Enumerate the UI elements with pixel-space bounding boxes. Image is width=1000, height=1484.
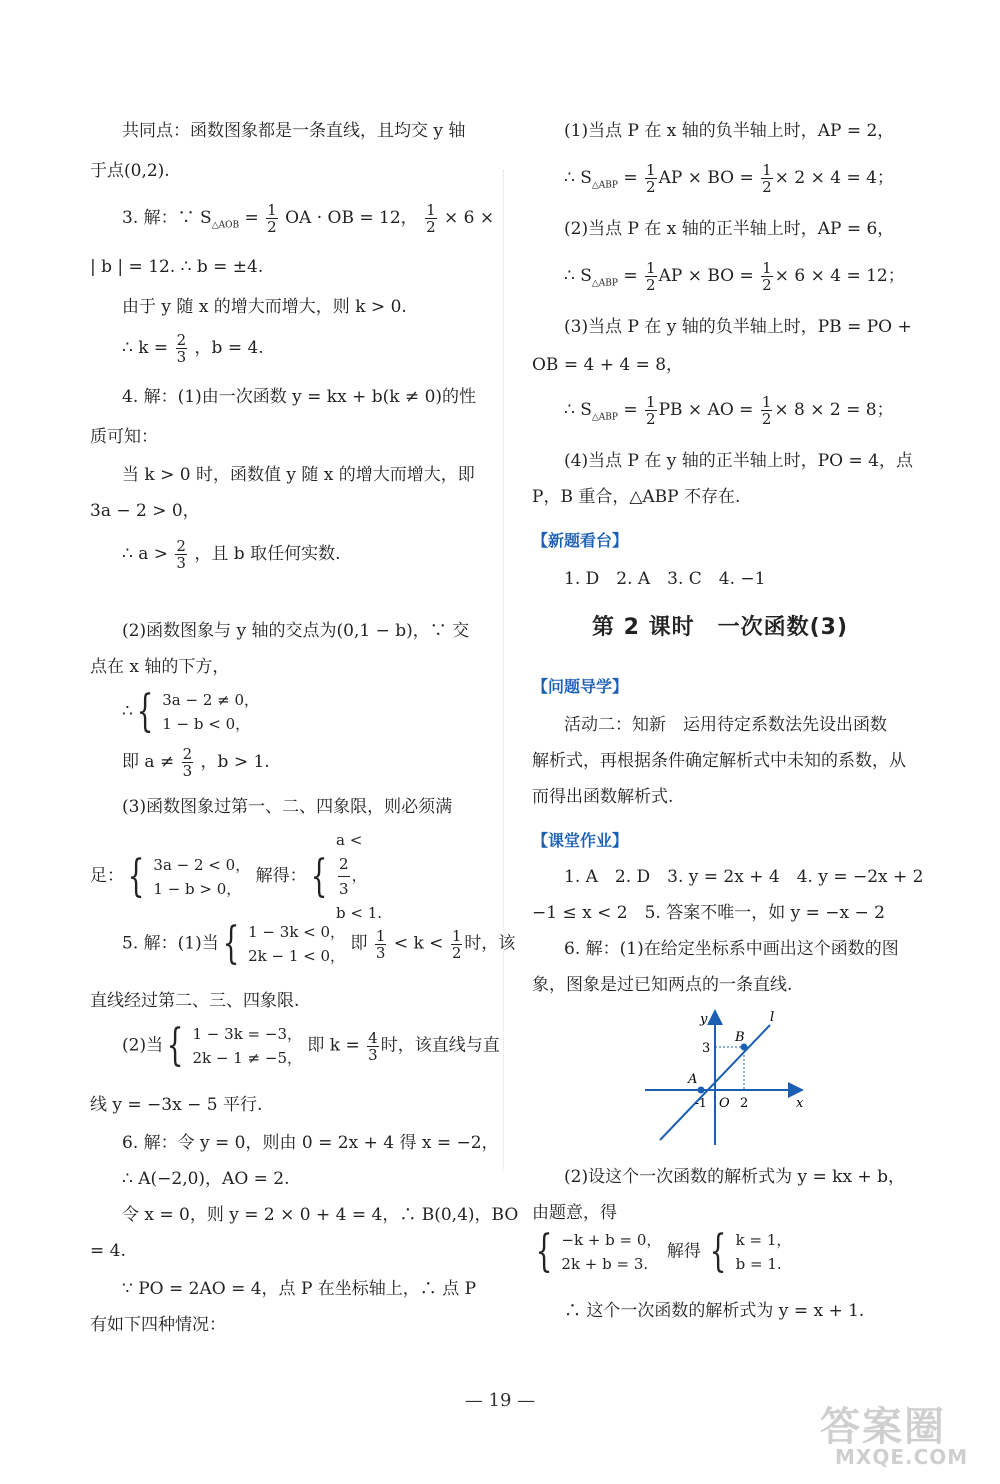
text: = — [617, 168, 644, 188]
fraction: $\frac{2}{3}$ — [176, 331, 187, 366]
text: 足： — [90, 866, 124, 886]
section-tag-new-questions: 【新题看台】 — [532, 531, 629, 550]
subscript: △ABP — [591, 180, 618, 191]
text: ，且 b 取任何实数. — [194, 544, 341, 564]
answer-line: −1 ≤ x < 2 5. 答案不唯一，如 y = −x − 2 — [532, 903, 885, 923]
text: 时，该 — [464, 933, 516, 954]
text: ，b = 4. — [194, 338, 264, 358]
subscript: △ABP — [591, 412, 618, 423]
brace: { — [709, 1226, 727, 1277]
text-line: 线 y = −3x − 5 平行. — [90, 1095, 263, 1115]
text-line: 于点(0,2). — [90, 161, 170, 181]
math-line — [564, 260, 905, 294]
text-line: 象，图象是过已知两点的一条直线. — [532, 975, 793, 995]
lesson-title: 第 2 课时 一次函数(3) — [592, 615, 849, 640]
text-line: 共同点：函数图象都是一条直线，且均交 y 轴 — [122, 121, 466, 141]
watermark-logo — [800, 1395, 980, 1470]
text-line: 活动二：知新 运用待定系数法先设出函数 — [564, 715, 887, 735]
tick-label-2: 2 — [740, 1096, 749, 1111]
text-line: 4. 解：(1)由一次函数 y = kx + b(k ≠ 0)的性 — [122, 387, 477, 407]
system-lines: 3a − 2 < 0， 1 − b > 0， — [153, 855, 251, 898]
equation-system — [122, 1022, 500, 1070]
brace: { — [127, 850, 145, 902]
text: = — [239, 208, 265, 228]
subscript: △ABP — [591, 278, 618, 289]
math-line — [122, 746, 270, 779]
coordinate-graph — [640, 1005, 815, 1150]
system-lines: 1 − 3k < 0， 2k − 1 < 0， — [248, 923, 346, 965]
y-axis-label: y — [700, 1012, 708, 1027]
text-line: 解析式，再根据条件确定解析式中未知的系数，从 — [532, 751, 906, 771]
text: PB × AO = — [658, 400, 759, 420]
text-line: (3)当点 P 在 y 轴的负半轴上时，PB = PO + — [564, 317, 912, 337]
answer-line: 1. A 2. D 3. y = 2x + 4 4. y = −2x + 2 — [564, 867, 924, 887]
brace: { — [535, 1226, 553, 1277]
text-line: = 4. — [90, 1241, 126, 1261]
text: 解得 — [666, 1241, 701, 1262]
watermark-url: MXQE.COM — [835, 1445, 969, 1469]
origin-label: O — [719, 1096, 730, 1111]
column-divider — [503, 170, 504, 1170]
text-line: 当 k > 0 时，函数值 y 随 x 的增大而增大，即 — [122, 465, 475, 485]
answer-line: 1. D 2. A 3. C 4. −1 — [564, 569, 766, 589]
section-tag-guided-questions: 【问题导学】 — [532, 677, 629, 696]
subscript: △AOB — [211, 220, 240, 231]
math-line — [564, 162, 894, 196]
text: × 8 × 2 = 8； — [774, 400, 894, 420]
text: 即 a ≠ — [122, 752, 180, 772]
math-line — [122, 538, 340, 571]
text: ∴ S — [564, 400, 592, 420]
text: OA · OB = 12， — [285, 208, 418, 228]
fraction: $\frac{1}{2}$ — [646, 393, 656, 428]
point-b-label: B — [735, 1030, 745, 1045]
text-line: (2)设这个一次函数的解析式为 y = kx + b， — [564, 1167, 905, 1187]
equation-system — [90, 828, 382, 925]
fraction: $\frac{1}{3}$ — [375, 926, 386, 962]
text-line: ∵ PO = 2AO = 4，点 P 在坐标轴上，∴ 点 P — [122, 1279, 477, 1299]
text-line: 有如下四种情况： — [90, 1315, 226, 1335]
text: = — [617, 266, 644, 286]
math-line — [122, 332, 264, 365]
fraction: $\frac{1}{2}$ — [267, 201, 277, 236]
text-line: 由题意，得 — [532, 1203, 617, 1223]
watermark-text: 答案圈 — [820, 1404, 946, 1450]
problem-3-line — [122, 202, 494, 236]
text-line: | b | = 12. ∴ b = ±4. — [90, 257, 264, 277]
text: 时，该直线与直 — [380, 1035, 500, 1056]
text: = — [617, 400, 644, 420]
fraction: $\frac{1}{2}$ — [646, 259, 656, 294]
equation-system — [122, 920, 515, 968]
point-a-label: A — [688, 1072, 698, 1087]
tick-label-3: 3 — [702, 1041, 711, 1056]
text-line: 而得出函数解析式. — [532, 787, 674, 807]
text: × 2 × 4 = 4； — [774, 168, 894, 188]
text: AP × BO = — [658, 168, 760, 188]
text: 5. 解：(1)当 — [122, 933, 219, 954]
text: ，b > 1. — [200, 752, 270, 772]
system-lines: 3a − 2 ≠ 0， 1 − b < 0， — [162, 691, 260, 733]
point-a-marker — [698, 1087, 705, 1094]
text: AP × BO = — [658, 266, 760, 286]
text: ∴ S — [564, 168, 592, 188]
text-line: 3a − 2 > 0， — [90, 501, 200, 521]
tick-label-neg1: -1 — [695, 1096, 707, 1110]
brace: { — [136, 686, 154, 737]
fraction: $\frac{1}{2}$ — [762, 259, 772, 294]
text: ∴ k = — [122, 338, 174, 358]
text: 3. 解：∵ S — [122, 208, 212, 228]
text-line: (3)函数图象过第一、二、四象限，则必须满 — [122, 797, 453, 817]
text-line: 直线经过第二、三、四象限. — [90, 991, 300, 1011]
text-line: ∴ 这个一次函数的解析式为 y = x + 1. — [564, 1301, 865, 1321]
text-line: 点在 x 轴的下方， — [90, 657, 230, 677]
text-line: (2)当点 P 在 x 轴的正半轴上时，AP = 6， — [564, 219, 895, 239]
fraction: $\frac{2}{3}$ — [182, 745, 193, 780]
text: × 6 × 4 = 12； — [774, 266, 905, 286]
math-line — [564, 394, 894, 428]
text-line: (1)当点 P 在 x 轴的负半轴上时，AP = 2， — [564, 121, 895, 141]
fraction: $\frac{2}{3}$ — [176, 537, 186, 572]
text: ∴ S — [564, 266, 592, 286]
text-line: ∴ A(−2,0)，AO = 2. — [122, 1169, 290, 1189]
text: ∴ a > — [122, 544, 174, 564]
x-axis-label: x — [796, 1096, 804, 1111]
fraction: $\frac{1}{2}$ — [646, 161, 656, 196]
text: 解得： — [255, 866, 307, 886]
fraction: $\frac{1}{2}$ — [761, 393, 772, 428]
equation-system — [532, 1228, 791, 1276]
fraction: $\frac{1}{2}$ — [762, 161, 772, 196]
fraction: $\frac{4}{3}$ — [368, 1028, 378, 1064]
section-tag-classwork: 【课堂作业】 — [532, 831, 629, 850]
text-line: 6. 解：令 y = 0，则由 0 = 2x + 4 得 x = −2， — [122, 1133, 499, 1153]
line-label: l — [770, 1010, 775, 1025]
system-lines: −k + b = 0， 2k + b = 3. — [561, 1231, 662, 1273]
text-line: (2)函数图象与 y 轴的交点为(0,1 − b)，∵ 交 — [122, 621, 470, 641]
text-line: OB = 4 + 4 = 8， — [532, 355, 684, 375]
text: (2)当 — [122, 1035, 164, 1056]
text: 即 k = — [307, 1035, 366, 1056]
text: × 6 × — [444, 208, 495, 228]
equation-system — [122, 688, 259, 736]
text-line: (4)当点 P 在 y 轴的正半轴上时，PO = 4，点 — [564, 451, 913, 471]
brace: { — [310, 850, 328, 902]
system-lines: k = 1， b = 1. — [735, 1231, 792, 1273]
text: ∴ — [122, 701, 133, 722]
system-lines: a < $\frac{2}{3}$ ， b < 1. — [336, 831, 383, 922]
text: 即 — [350, 933, 368, 954]
text-line: 令 x = 0，则 y = 2 × 0 + 4 = 4，∴ B(0,4)，BO — [122, 1205, 519, 1225]
text-line: 由于 y 随 x 的增大而增大，则 k > 0. — [122, 297, 407, 317]
fraction: $\frac{1}{2}$ — [426, 201, 436, 236]
text-line: 6. 解：(1)在给定坐标系中画出这个函数的图 — [564, 939, 899, 959]
text-line: P，B 重合，△ABP 不存在. — [532, 487, 741, 507]
brace: { — [222, 918, 240, 969]
system-lines: 1 − 3k = −3， 2k − 1 ≠ −5， — [192, 1025, 302, 1067]
brace: { — [166, 1020, 184, 1071]
fraction: $\frac{1}{2}$ — [451, 926, 462, 962]
text: < k < — [388, 933, 449, 954]
text-line: 质可知： — [90, 427, 158, 447]
page-number: — 19 — — [464, 1390, 536, 1411]
